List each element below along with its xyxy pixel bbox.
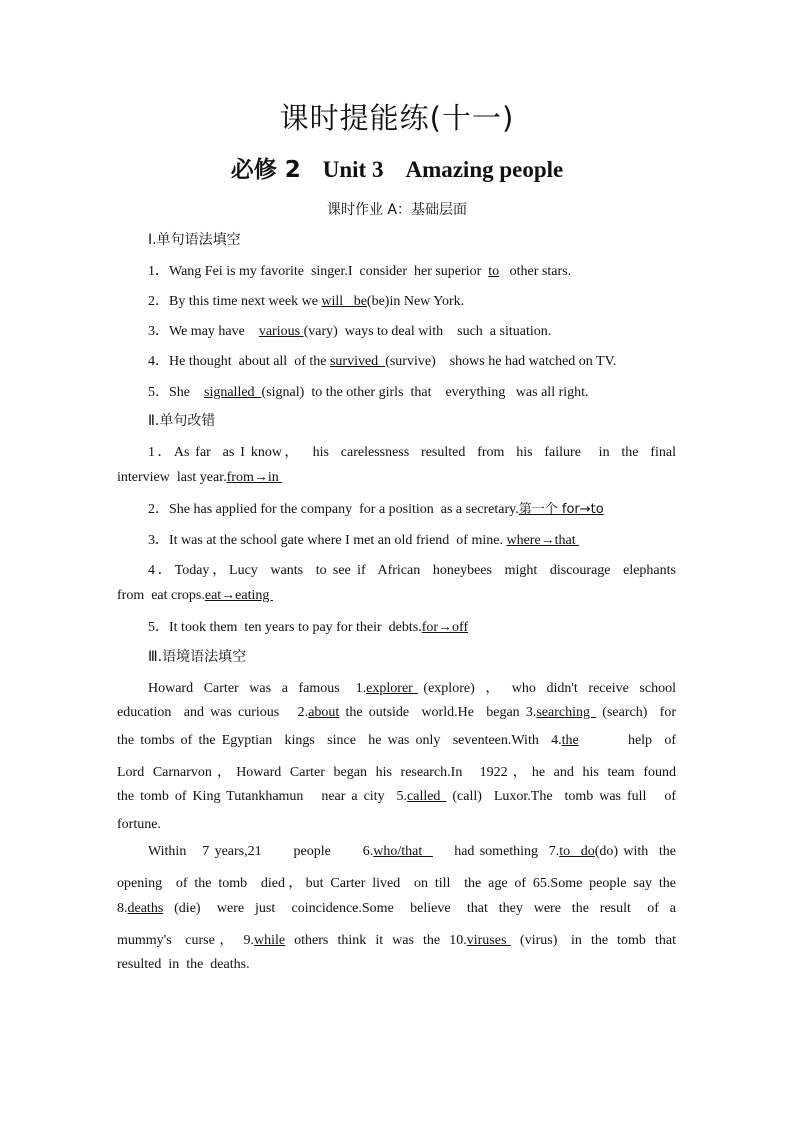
- unit-subtitle: [0, 151, 794, 184]
- answer: for→off: [421, 620, 469, 635]
- p1-line2: [117, 705, 676, 721]
- item-text: 3．It was at the school gate where I met an old friend of mine.: [148, 533, 507, 548]
- item-text: 5．She: [148, 385, 204, 400]
- answer: where→that: [506, 533, 580, 548]
- answer: viruses: [466, 933, 511, 948]
- answer: from→in: [226, 470, 283, 485]
- item-text: (survive) shows he had watched on TV.: [385, 354, 617, 369]
- s2-item-4-line2: [117, 588, 273, 604]
- assignment-note: 课时作业 A：基础层面: [326, 202, 468, 218]
- text: (die) were just coincidence.Some believe that they were the result of a: [163, 901, 676, 916]
- p1-line6: fortune.: [117, 817, 161, 832]
- item-text: 4．He thought about all of the: [148, 354, 330, 369]
- p2-line1: [148, 844, 676, 860]
- text: (search) for: [596, 705, 676, 720]
- s2-item-3: [148, 529, 579, 549]
- module-label: 必修 2: [230, 157, 301, 183]
- s1-item-2: [148, 290, 464, 310]
- s1-item-3: [148, 320, 551, 340]
- p1-line5: [117, 789, 676, 805]
- answer: eat→eating: [204, 588, 273, 603]
- answer: 第一个 for→to: [518, 502, 604, 517]
- item-text: 2．By this time next week we: [148, 294, 322, 309]
- item-text: 1．Wang Fei is my favorite singer.I consider her superior: [148, 264, 489, 279]
- text: help of: [578, 733, 677, 748]
- p2-line4: [117, 929, 676, 949]
- answer: searching: [536, 705, 597, 720]
- p1-line3: [117, 733, 676, 749]
- answer: called: [407, 789, 447, 804]
- answer: to: [488, 264, 500, 279]
- answer: various: [258, 324, 304, 339]
- s2-item-1-line1: 1．As far as I know， his carelessness resulted from his failure in the final: [148, 445, 676, 460]
- item-text: (vary) ways to deal with such a situation.: [303, 324, 552, 339]
- page-title: 课时提能练(十一): [279, 101, 515, 135]
- text: education and was curious 2.: [117, 705, 309, 720]
- s2-item-4-line1: 4．Today，Lucy wants to see if African honeybees might discourage elephants: [148, 563, 676, 578]
- text: Howard Carter was a famous 1.: [148, 681, 367, 696]
- s2-item-2: [148, 498, 604, 518]
- item-text: interview last year.: [117, 470, 227, 485]
- item-text: 5．It took them ten years to pay for their debts.: [148, 620, 422, 635]
- unit-label: Unit 3: [322, 157, 384, 182]
- text: 8.: [117, 901, 128, 916]
- text: the tomb of King Tutankhamun near a city 5.: [117, 789, 408, 804]
- s2-item-1-line2: [117, 470, 282, 486]
- answer: the: [561, 733, 579, 748]
- answer: signalled: [204, 385, 262, 400]
- text: had something 7.: [432, 844, 560, 859]
- text: mummy's curse ， 9.: [117, 933, 254, 948]
- s1-item-1: [148, 260, 571, 280]
- answer: to do: [559, 844, 595, 859]
- answer: explorer: [366, 681, 419, 696]
- section2-heading: Ⅱ.单句改错: [148, 413, 216, 429]
- p2-line3: [117, 901, 676, 917]
- text: others think it was the 10.: [285, 933, 467, 948]
- item-text: (be)in New York.: [366, 294, 465, 309]
- text: the outside world.He began 3.: [339, 705, 537, 720]
- s2-item-5: [148, 616, 468, 636]
- topic-label: Amazing people: [405, 157, 564, 182]
- s1-item-4: [148, 350, 616, 370]
- section3-heading: Ⅲ.语境语法填空: [148, 649, 247, 665]
- section1-heading: Ⅰ.单句语法填空: [148, 232, 241, 248]
- item-text: from eat crops.: [117, 588, 205, 603]
- item-text: (signal) to the other girls that everything was all right.: [261, 385, 589, 400]
- text: the tombs of the Egyptian kings since he was only seventeen.With 4.: [117, 733, 562, 748]
- s1-item-5: [148, 381, 589, 401]
- text: (do) with the: [594, 844, 677, 859]
- text: (explore) ， who didn't receive school: [418, 681, 676, 696]
- answer: will be: [321, 294, 367, 309]
- p2-line5: resulted in the deaths.: [117, 957, 250, 972]
- answer: while: [253, 933, 286, 948]
- item-text: 2．She has applied for the company for a position as a secretary.: [148, 502, 519, 517]
- answer: deaths: [127, 901, 164, 916]
- text: Within 7 years,21 people 6.: [148, 844, 374, 859]
- p1-line4: Lord Carnarvon，Howard Carter began his research.In 1922，he and his team found: [117, 765, 676, 780]
- p2-line2: opening of the tomb died，but Carter lived on till the age of 65.Some people say the: [117, 876, 676, 891]
- text: (call) Luxor.The tomb was full of: [446, 789, 676, 804]
- text: (virus) in the tomb that: [510, 933, 676, 948]
- answer: about: [308, 705, 340, 720]
- item-text: 3．We may have: [148, 324, 259, 339]
- answer: survived: [329, 354, 386, 369]
- p1-line1: [148, 677, 676, 697]
- item-text: other stars.: [499, 264, 572, 279]
- answer: who/that: [373, 844, 433, 859]
